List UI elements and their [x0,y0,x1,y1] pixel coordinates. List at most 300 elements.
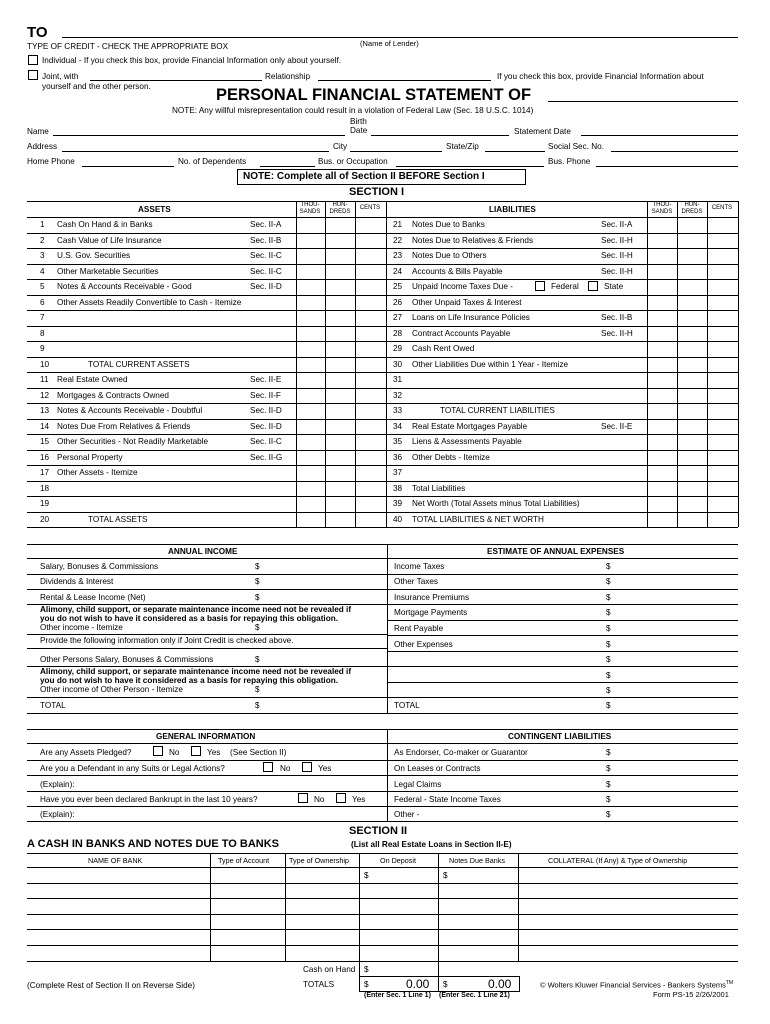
liability-label: Loans on Life Insurance Policies [412,313,530,322]
asset-label: Other Assets - Itemize [57,468,138,477]
contingent-dollar: $ [606,810,611,819]
liability-section-ref: Sec. II-A [601,220,633,229]
liability-label: Unpaid Income Taxes Due - [412,282,513,291]
assets-pledged-yes-checkbox[interactable] [191,746,201,756]
type-of-credit-label: TYPE OF CREDIT - CHECK THE APPROPRIATE BOX [27,42,229,51]
asset-label: Notes & Accounts Receivable - Doubtful [57,406,203,415]
liability-amount-field[interactable] [648,482,738,496]
liability-amount-field[interactable] [648,342,738,356]
asset-amount-field[interactable] [297,358,386,372]
on-deposit-field[interactable] [360,884,437,897]
liability-label: Other Unpaid Taxes & Interest [412,297,522,307]
bus-phone-label: Bus. Phone [548,157,591,166]
liability-label: TOTAL LIABILITIES & NET WORTH [412,514,544,524]
bankrupt-yes-checkbox[interactable] [336,793,346,803]
ssn-label: Social Sec. No. [548,142,604,151]
liability-line-number: 28 [393,328,403,338]
bankrupt-no-checkbox[interactable] [298,793,308,803]
rental-dollar: $ [255,593,260,602]
liability-line-number: 27 [393,313,403,322]
liability-amount-field[interactable] [648,420,738,434]
asset-label: Cash On Hand & in Banks [57,220,153,229]
asset-label: Notes & Accounts Receivable - Good [57,282,192,291]
liability-section-ref: Sec. II-H [601,266,633,276]
federal-tax-checkbox[interactable] [535,281,545,291]
asset-line-number: 11 [40,375,49,384]
liability-section-ref: Sec. II-B [601,313,633,322]
liability-section-ref: Sec. II-H [601,251,633,260]
notes-due-field[interactable] [439,930,517,943]
contingent-label: Other - [394,810,420,819]
expense-amount-field[interactable] [620,575,738,587]
asset-amount-field[interactable] [297,373,386,387]
complete-rest-note: (Complete Rest of Section II on Reverse Side) [27,981,195,990]
asset-line-number: 5 [40,282,45,291]
liability-amount-field[interactable] [648,513,738,527]
liability-amount-field[interactable] [648,218,738,232]
alimony-note-2: you do not wish to have it considered as a basis for repaying this obligation. [40,614,338,623]
liability-line-number: 33 [393,406,403,415]
asset-section-ref: Sec. II-C [250,266,282,276]
home-phone-label: Home Phone [27,157,75,166]
asset-amount-field[interactable] [297,466,386,480]
expense-dollar: $ [606,701,611,710]
liability-label: Notes Due to Banks [412,220,485,229]
asset-amount-field[interactable] [297,311,386,325]
asset-amount-field[interactable] [297,218,386,232]
state-tax-checkbox[interactable] [588,281,598,291]
home-phone-field[interactable] [82,166,174,167]
total-notes-dollar: $ [443,980,448,989]
name-label: Name [27,127,49,136]
other-person-income-label: Other income of Other Person - Itemize [40,685,183,694]
notes-due-field[interactable] [439,946,517,959]
account-type-header: Type of Account [218,856,270,865]
cents-header-left: CENTS [359,205,381,211]
liability-line-number: 31 [393,375,403,384]
asset-amount-field[interactable] [297,296,386,310]
contingent-amount-field[interactable] [620,778,738,790]
expense-dollar: $ [606,593,611,602]
expense-dollar: $ [606,671,611,680]
account-type-field[interactable] [211,930,284,943]
notes-due-field[interactable] [439,884,517,897]
federal-tax-label: Federal [551,282,579,291]
ownership-type-field[interactable] [286,868,358,881]
asset-label: Real Estate Owned [57,375,128,384]
bank-name-field[interactable] [28,930,209,943]
ownership-type-field[interactable] [286,930,358,943]
expense-amount-field[interactable] [620,560,738,572]
bank-name-field[interactable] [28,868,209,881]
expense-label: Other Expenses [394,640,453,649]
contingent-label: On Leases or Contracts [394,764,481,773]
liability-line-number: 39 [393,499,403,508]
annual-expenses-title: ESTIMATE OF ANNUAL EXPENSES [487,547,625,556]
asset-label: Notes Due From Relatives & Friends [57,421,191,431]
other-income-label: Other income - Itemize [40,623,123,632]
on-deposit-field[interactable] [360,868,437,881]
salary-label: Salary, Bonuses & Commissions [40,562,159,571]
city-field[interactable] [350,151,442,152]
liability-label: Contract Accounts Payable [412,328,511,338]
liability-amount-field[interactable] [648,311,738,325]
asset-amount-field[interactable] [297,234,386,248]
on-deposit-field[interactable] [360,915,437,928]
liability-amount-field[interactable] [648,358,738,372]
asset-section-ref: Sec. II-A [250,220,282,229]
assets-pledged-no-label: No [169,748,180,757]
asset-section-ref: Sec. II-C [250,437,282,446]
notes-due-header: Notes Due Banks [449,856,505,865]
contingent-amount-field[interactable] [620,793,738,805]
notes-due-field[interactable] [439,899,517,912]
asset-amount-field[interactable] [297,342,386,356]
federal-law-note: NOTE: Any willful misrepresentation could result in a violation of Federal Law (Sec. 18 U.S.C. 1014) [172,106,534,115]
asset-line-number: 8 [40,328,45,338]
account-type-field[interactable] [211,915,284,928]
defendant-no-label: No [280,764,291,773]
asset-label: TOTAL CURRENT ASSETS [88,359,190,369]
liability-line-number: 37 [393,468,403,477]
account-type-field[interactable] [211,868,284,881]
liability-line-number: 22 [393,235,403,245]
liability-amount-field[interactable] [648,435,738,449]
asset-line-number: 19 [40,499,50,508]
alimony-note-4: you do not wish to have it considered as a basis for repaying this obligation. [40,676,338,685]
liabilities-header: LIABILITIES [489,205,536,214]
asset-amount-field[interactable] [297,497,386,511]
asset-label: TOTAL ASSETS [88,514,148,524]
contingent-dollar: $ [606,780,611,789]
asset-amount-field[interactable] [297,513,386,527]
asset-amount-field[interactable] [297,389,386,403]
expense-label: Insurance Premiums [394,593,470,602]
income-total-dollar: $ [255,701,260,710]
liability-section-ref: Sec. II-H [601,328,633,338]
name-field[interactable] [53,135,345,136]
other-persons-salary-label: Other Persons Salary, Bonuses & Commissions [40,655,214,664]
liability-line-number: 26 [393,297,403,307]
asset-amount-field[interactable] [297,249,386,263]
statement-of-field[interactable] [548,101,738,102]
bankrupt-question: Have you ever been declared Bankrupt in the last 10 years? [40,795,258,804]
liability-line-number: 32 [393,390,403,400]
ssn-field[interactable] [611,151,738,152]
see-section-2-label: (See Section II) [230,748,287,757]
liability-label: Net Worth (Total Assets minus Total Liabilities) [412,499,580,508]
occupation-label: Bus. or Occupation [318,157,388,166]
joint-tail-label-2: yourself and the other person. [42,82,151,91]
notes-due-field[interactable] [439,868,517,881]
expense-amount-field[interactable] [620,606,738,618]
expense-dollar: $ [606,686,611,695]
liability-amount-field[interactable] [648,404,738,418]
liability-line-number: 21 [393,220,403,229]
asset-label: Other Marketable Securities [57,266,159,276]
state-tax-label: State [604,282,624,291]
statement-date-label: Statement Date [514,127,571,136]
address-field[interactable] [62,151,329,152]
lender-line[interactable] [62,37,738,38]
liability-label: Real Estate Mortgages Payable [412,421,528,431]
expense-label: Mortgage Payments [394,608,468,617]
bus-phone-field[interactable] [596,166,738,167]
joint-with-field[interactable] [90,80,262,81]
contingent-label: As Endorser, Co-maker or Guarantor [394,748,528,757]
asset-line-number: 16 [40,452,50,462]
rental-label: Rental & Lease Income (Net) [40,593,146,602]
on-deposit-dollar: $ [364,871,369,880]
assets-pledged-question: Are any Assets Pledged? [40,748,132,757]
asset-section-ref: Sec. II-D [250,282,282,291]
liability-amount-field[interactable] [648,296,738,310]
statement-date-field[interactable] [581,135,738,136]
expense-dollar: $ [606,577,611,586]
total-deposit-dollar: $ [364,980,369,989]
defendant-yes-checkbox[interactable] [302,762,312,772]
bank-name-field[interactable] [28,946,209,959]
thousands-header-right: THOU- SANDS [651,202,673,215]
liability-amount-field[interactable] [648,327,738,341]
asset-line-number: 3 [40,251,45,260]
individual-label: Individual - If you check this box, provide Financial Information only about yourself. [42,56,341,65]
ownership-type-field[interactable] [286,884,358,897]
ownership-type-field[interactable] [286,899,358,912]
expense-dollar: $ [606,562,611,571]
asset-amount-field[interactable] [297,482,386,496]
ownership-type-field[interactable] [286,915,358,928]
expense-amount-field[interactable] [620,699,738,711]
cash-on-hand-dollar: $ [364,965,369,974]
expense-amount-field[interactable] [620,669,738,681]
liability-amount-field[interactable] [648,389,738,403]
asset-amount-field[interactable] [297,435,386,449]
liability-section-ref: Sec. II-E [601,421,633,431]
liability-label: Other Liabilities Due within 1 Year - Itemize [412,359,569,369]
contingent-dollar: $ [606,748,611,757]
asset-section-ref: Sec. II-F [250,390,281,400]
asset-line-number: 12 [40,390,50,400]
section-2-title: SECTION II [349,825,408,837]
asset-line-number: 6 [40,297,45,307]
liability-amount-field[interactable] [648,234,738,248]
contingent-amount-field[interactable] [620,762,738,774]
collateral-field[interactable] [519,946,737,959]
ownership-type-field[interactable] [286,946,358,959]
liability-line-number: 29 [393,344,403,353]
general-info-title: GENERAL INFORMATION [156,732,256,741]
hundreds-header-left: HUN- DREDS [329,202,351,215]
expense-amount-field[interactable] [620,653,738,665]
contingent-title: CONTINGENT LIABILITIES [508,732,612,741]
bank-name-header: NAME OF BANK [88,856,143,865]
liability-line-number: 34 [393,421,403,431]
to-label: TO [27,24,48,41]
liability-amount-field[interactable] [648,373,738,387]
joint-checkbox[interactable] [28,70,38,80]
total-notes-value: 0.00 [488,977,512,991]
birth-date-label: Date [350,126,368,135]
contingent-dollar: $ [606,764,611,773]
expense-amount-field[interactable] [620,684,738,696]
liability-label: Notes Due to Others [412,251,487,260]
defendant-no-checkbox[interactable] [263,762,273,772]
asset-line-number: 15 [40,437,50,446]
assets-pledged-yes-label: Yes [207,748,221,757]
liability-line-number: 40 [393,514,403,524]
asset-line-number: 4 [40,266,45,276]
assets-pledged-no-checkbox[interactable] [153,746,163,756]
cash-on-hand-field[interactable] [360,962,437,975]
liability-line-number: 30 [393,359,403,369]
asset-line-number: 14 [40,421,50,431]
liability-label: Accounts & Bills Payable [412,266,503,276]
expense-amount-field[interactable] [620,638,738,650]
liability-label: Liens & Assessments Payable [412,437,522,446]
asset-label: Mortgages & Contracts Owned [57,390,169,400]
enter-line-21: (Enter Sec. 1 Line 21) [439,992,510,999]
cash-on-hand-label: Cash on Hand [303,965,356,974]
birth-label: Birth [350,117,367,126]
asset-label: Cash Value of Life Insurance [57,235,162,245]
dividends-label: Dividends & Interest [40,577,114,586]
other-person-income-dollar: $ [255,685,260,694]
liability-section-ref: Sec. II-H [601,235,633,245]
collateral-field[interactable] [519,884,737,897]
joint-info-note: Provide the following information only if Joint Credit is checked above. [40,636,294,645]
notes-due-field[interactable] [439,915,517,928]
liability-amount-field[interactable] [648,466,738,480]
section-2a-subtitle: (List all Real Estate Loans in Section II-E) [351,840,512,849]
state-zip-field[interactable] [485,151,545,152]
bank-name-field[interactable] [28,915,209,928]
expense-dollar: $ [606,640,611,649]
bankrupt-yes-label: Yes [352,795,366,804]
asset-section-ref: Sec. II-D [250,406,282,415]
account-type-field[interactable] [211,899,284,912]
expense-dollar: $ [606,608,611,617]
asset-section-ref: Sec. II-G [250,452,283,462]
form-number: Form PS-15 2/26/2001 [653,990,729,999]
dependents-field[interactable] [260,166,315,167]
collateral-field[interactable] [519,915,737,928]
liability-line-number: 38 [393,483,403,493]
defendant-yes-label: Yes [318,764,332,773]
asset-amount-field[interactable] [297,420,386,434]
collateral-field[interactable] [519,930,737,943]
other-income-dollar: $ [255,623,260,632]
asset-amount-field[interactable] [297,404,386,418]
on-deposit-header: On Deposit [380,856,416,865]
bankrupt-no-label: No [314,795,325,804]
contingent-amount-field[interactable] [620,808,738,820]
other-persons-salary-dollar: $ [255,655,260,664]
expense-label: Rent Payable [394,624,444,633]
asset-section-ref: Sec. II-C [250,251,282,260]
salary-dollar: $ [255,562,260,571]
collateral-field[interactable] [519,899,737,912]
liability-amount-field[interactable] [648,451,738,465]
bank-name-field[interactable] [28,884,209,897]
asset-amount-field[interactable] [297,327,386,341]
contingent-label: Federal - State Income Taxes [394,795,501,804]
on-deposit-field[interactable] [360,930,437,943]
liability-amount-field[interactable] [648,280,738,294]
notes-due-dollar: $ [443,871,448,880]
liability-line-number: 24 [393,266,403,276]
expense-amount-field[interactable] [620,591,738,603]
expense-amount-field[interactable] [620,622,738,634]
asset-line-number: 2 [40,235,45,245]
collateral-field[interactable] [519,868,737,881]
liability-line-number: 35 [393,437,403,446]
account-type-field[interactable] [211,884,284,897]
asset-line-number: 1 [40,220,45,229]
liability-amount-field[interactable] [648,497,738,511]
asset-label: Other Assets Readily Convertible to Cash - Itemize [57,297,242,307]
relationship-label: Relationship [265,72,311,81]
contingent-label: Legal Claims [394,780,442,789]
defendant-question: Are you a Defendant in any Suits or Legal Actions? [40,764,225,773]
explain-label-1: (Explain): [40,780,75,789]
liability-label: TOTAL CURRENT LIABILITIES [440,406,555,415]
liability-amount-field[interactable] [648,249,738,263]
asset-amount-field[interactable] [297,280,386,294]
name-of-lender-caption: (Name of Lender) [360,39,419,48]
on-deposit-field[interactable] [360,946,437,959]
bank-name-field[interactable] [28,899,209,912]
asset-amount-field[interactable] [297,265,386,279]
individual-checkbox[interactable] [28,55,38,65]
liability-amount-field[interactable] [648,265,738,279]
assets-header: ASSETS [138,205,171,214]
expense-dollar: $ [606,624,611,633]
alimony-note-3: Alimony, child support, or separate maintenance income need not be revealed if [40,667,352,676]
thousands-header-left: THOU- SANDS [299,202,321,215]
asset-line-number: 9 [40,344,45,353]
expense-dollar: $ [606,655,611,664]
account-type-field[interactable] [211,946,284,959]
liability-line-number: 36 [393,452,403,462]
section-1-title: SECTION I [349,186,405,198]
totals-label: TOTALS [303,980,335,989]
liability-line-number: 23 [393,251,403,260]
contingent-amount-field[interactable] [620,746,738,758]
asset-line-number: 13 [40,406,50,415]
asset-amount-field[interactable] [297,451,386,465]
birth-date-field[interactable] [371,135,509,136]
expense-label: Income Taxes [394,562,445,571]
copyright: © Wolters Kluwer Financial Services - Bankers Systems™ [540,980,734,990]
asset-label: Other Securities - Not Readily Marketable [57,437,209,446]
asset-label: Personal Property [57,452,123,462]
alimony-note-1: Alimony, child support, or separate maintenance income need not be revealed if [40,605,352,614]
joint-with-label: Joint, with [42,72,79,81]
asset-line-number: 7 [40,313,45,322]
asset-line-number: 18 [40,483,50,493]
on-deposit-field[interactable] [360,899,437,912]
cents-header-right: CENTS [711,205,733,211]
relationship-field[interactable] [318,80,491,81]
explain-label-2: (Explain): [40,810,75,819]
total-deposit-value: 0.00 [406,977,430,991]
dividends-dollar: $ [255,577,260,586]
asset-section-ref: Sec. II-D [250,421,282,431]
occupation-field[interactable] [396,166,544,167]
liability-label: Notes Due to Relatives & Friends [412,235,534,245]
expense-label: TOTAL [394,701,420,710]
